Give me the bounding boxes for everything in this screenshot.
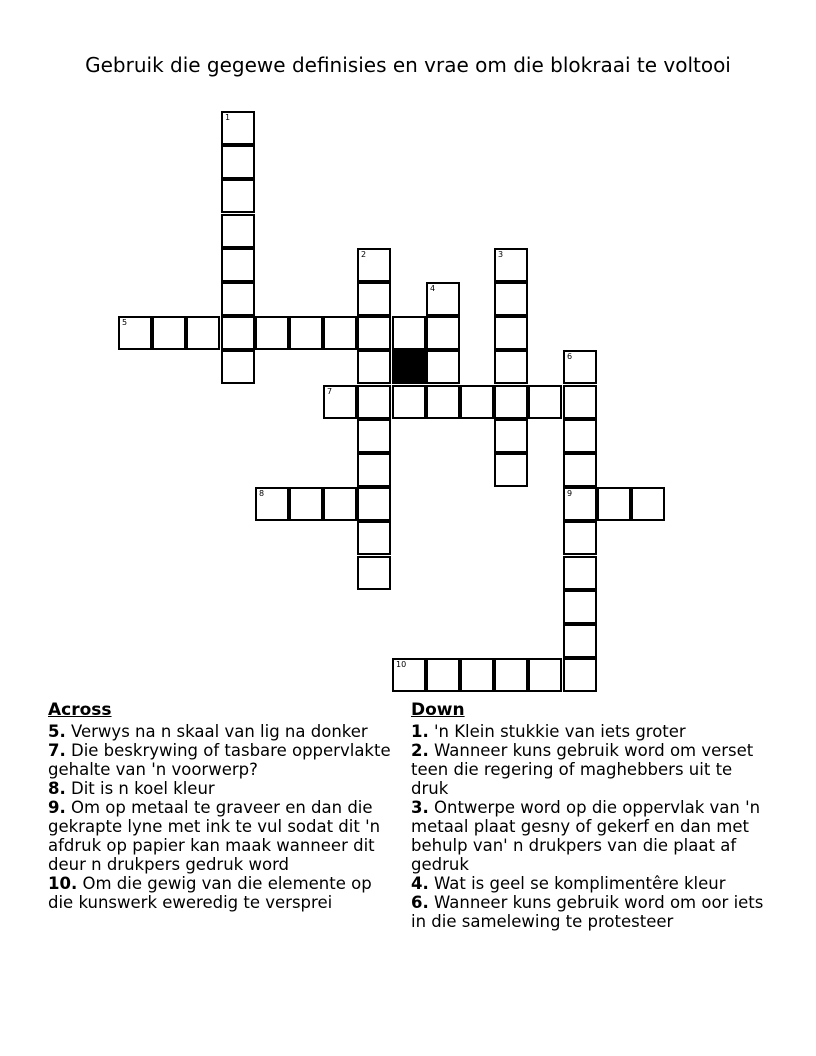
crossword-cell[interactable]	[357, 282, 391, 316]
crossword-cell[interactable]	[323, 385, 357, 419]
clue-number: 6	[567, 352, 573, 361]
crossword-cell[interactable]	[426, 282, 460, 316]
clue-number: 10	[396, 660, 407, 669]
down-heading: Down	[411, 700, 465, 720]
crossword-cell[interactable]	[563, 487, 597, 521]
across-clue	[48, 798, 393, 874]
crossword-cell[interactable]	[563, 624, 597, 658]
clue-text: Verwys na n skaal van lig na donker	[65, 722, 368, 741]
down-clue	[411, 741, 771, 798]
down-clue	[411, 893, 771, 931]
crossword-cell[interactable]	[221, 145, 255, 179]
crossword-cell[interactable]	[221, 350, 255, 384]
clue-number: 9	[567, 489, 573, 498]
crossword-cell[interactable]	[392, 316, 426, 350]
crossword-cell[interactable]	[426, 385, 460, 419]
down-clues	[411, 701, 771, 931]
crossword-cell[interactable]	[563, 658, 597, 692]
across-clue	[48, 874, 393, 912]
clue-number: 3	[498, 250, 504, 259]
crossword-cell[interactable]	[186, 316, 220, 350]
across-clue	[48, 779, 393, 798]
crossword-cell[interactable]	[357, 316, 391, 350]
crossword-cell[interactable]	[528, 658, 562, 692]
crossword-cell[interactable]	[357, 453, 391, 487]
clue-number: 4	[430, 284, 436, 293]
clue-text: Om die gewig van die elemente op die kunswerk eweredig te versprei	[48, 874, 372, 912]
crossword-cell[interactable]	[563, 350, 597, 384]
clue-number-label: 9.	[48, 798, 66, 817]
crossword-cell[interactable]	[494, 248, 528, 282]
crossword-cell[interactable]	[221, 248, 255, 282]
crossword-cell[interactable]	[323, 316, 357, 350]
crossword-cell[interactable]	[392, 658, 426, 692]
crossword-cell[interactable]	[221, 282, 255, 316]
across-clue	[48, 722, 393, 741]
down-clue	[411, 722, 771, 741]
clue-number-label: 1.	[411, 722, 429, 741]
across-heading: Across	[48, 700, 112, 720]
crossword-cell[interactable]	[221, 214, 255, 248]
crossword-cell[interactable]	[494, 385, 528, 419]
crossword-cell[interactable]	[563, 453, 597, 487]
crossword-cell[interactable]	[357, 350, 391, 384]
crossword-cell[interactable]	[563, 419, 597, 453]
clue-text: Dit is n koel kleur	[65, 779, 215, 798]
crossword-cell[interactable]	[357, 521, 391, 555]
clue-number: 8	[259, 489, 265, 498]
clue-number-label: 8.	[48, 779, 66, 798]
crossword-cell[interactable]	[494, 282, 528, 316]
clue-text: Wanneer kuns gebruik word om oor iets in die samelewing te protesteer	[411, 893, 764, 931]
clue-text: Wanneer kuns gebruik word om verset teen die regering of maghebbers uit te druk	[411, 741, 754, 798]
crossword-cell[interactable]	[563, 385, 597, 419]
clue-number-label: 7.	[48, 741, 66, 760]
page-title: Gebruik die gegewe definisies en vrae om die blokraai te voltooi	[85, 53, 731, 77]
clue-number-label: 10.	[48, 874, 78, 893]
crossword-cell[interactable]	[494, 316, 528, 350]
crossword-cell[interactable]	[357, 419, 391, 453]
crossword-cell[interactable]	[289, 487, 323, 521]
crossword-cell[interactable]	[152, 316, 186, 350]
crossword-cell[interactable]	[221, 316, 255, 350]
clue-text: 'n Klein stukkie van iets groter	[428, 722, 686, 741]
clue-text: Die beskrywing of tasbare oppervlakte gehalte van 'n voorwerp?	[48, 741, 391, 779]
down-clue	[411, 798, 771, 874]
crossword-cell[interactable]	[563, 521, 597, 555]
crossword-cell[interactable]	[221, 111, 255, 145]
crossword-cell[interactable]	[563, 556, 597, 590]
down-clue	[411, 874, 771, 893]
crossword-cell[interactable]	[597, 487, 631, 521]
clue-text: Om op metaal te graveer en dan die gekrapte lyne met ink te vul sodat dit 'n afdruk op papier kan maak wanneer dit deur n drukpers gedruk word	[48, 798, 381, 874]
crossword-cell[interactable]	[357, 487, 391, 521]
crossword-cell[interactable]	[426, 350, 460, 384]
clue-number-label: 6.	[411, 893, 429, 912]
clue-number: 5	[122, 318, 128, 327]
clue-number-label: 3.	[411, 798, 429, 817]
blocked-square	[392, 350, 426, 384]
clue-number-label: 5.	[48, 722, 66, 741]
crossword-cell[interactable]	[426, 658, 460, 692]
crossword-cell[interactable]	[494, 419, 528, 453]
clue-text: Ontwerpe word op die oppervlak van 'n metaal plaat gesny of gekerf en dan met behulp van' n drukpers van die plaat af gedruk	[411, 798, 761, 874]
crossword-cell[interactable]	[255, 487, 289, 521]
clue-number: 1	[225, 113, 231, 122]
crossword-cell[interactable]	[392, 385, 426, 419]
crossword-cell[interactable]	[426, 316, 460, 350]
clue-number: 2	[361, 250, 367, 259]
crossword-cell[interactable]	[323, 487, 357, 521]
crossword-cell[interactable]	[118, 316, 152, 350]
crossword-cell[interactable]	[563, 590, 597, 624]
across-clue	[48, 741, 393, 779]
crossword-cell[interactable]	[494, 350, 528, 384]
crossword-cell[interactable]	[357, 248, 391, 282]
crossword-cell[interactable]	[460, 385, 494, 419]
crossword-cell[interactable]	[528, 385, 562, 419]
crossword-cell[interactable]	[494, 658, 528, 692]
across-clues	[48, 701, 393, 912]
crossword-cell[interactable]	[631, 487, 665, 521]
clue-number-label: 2.	[411, 741, 429, 760]
crossword-cell[interactable]	[357, 385, 391, 419]
crossword-cell[interactable]	[494, 453, 528, 487]
crossword-cell[interactable]	[221, 179, 255, 213]
clue-text: Wat is geel se komplimentêre kleur	[428, 874, 726, 893]
crossword-cell[interactable]	[460, 658, 494, 692]
crossword-cell[interactable]	[255, 316, 289, 350]
crossword-cell[interactable]	[357, 556, 391, 590]
clue-number-label: 4.	[411, 874, 429, 893]
crossword-cell[interactable]	[289, 316, 323, 350]
clue-number: 7	[327, 387, 333, 396]
